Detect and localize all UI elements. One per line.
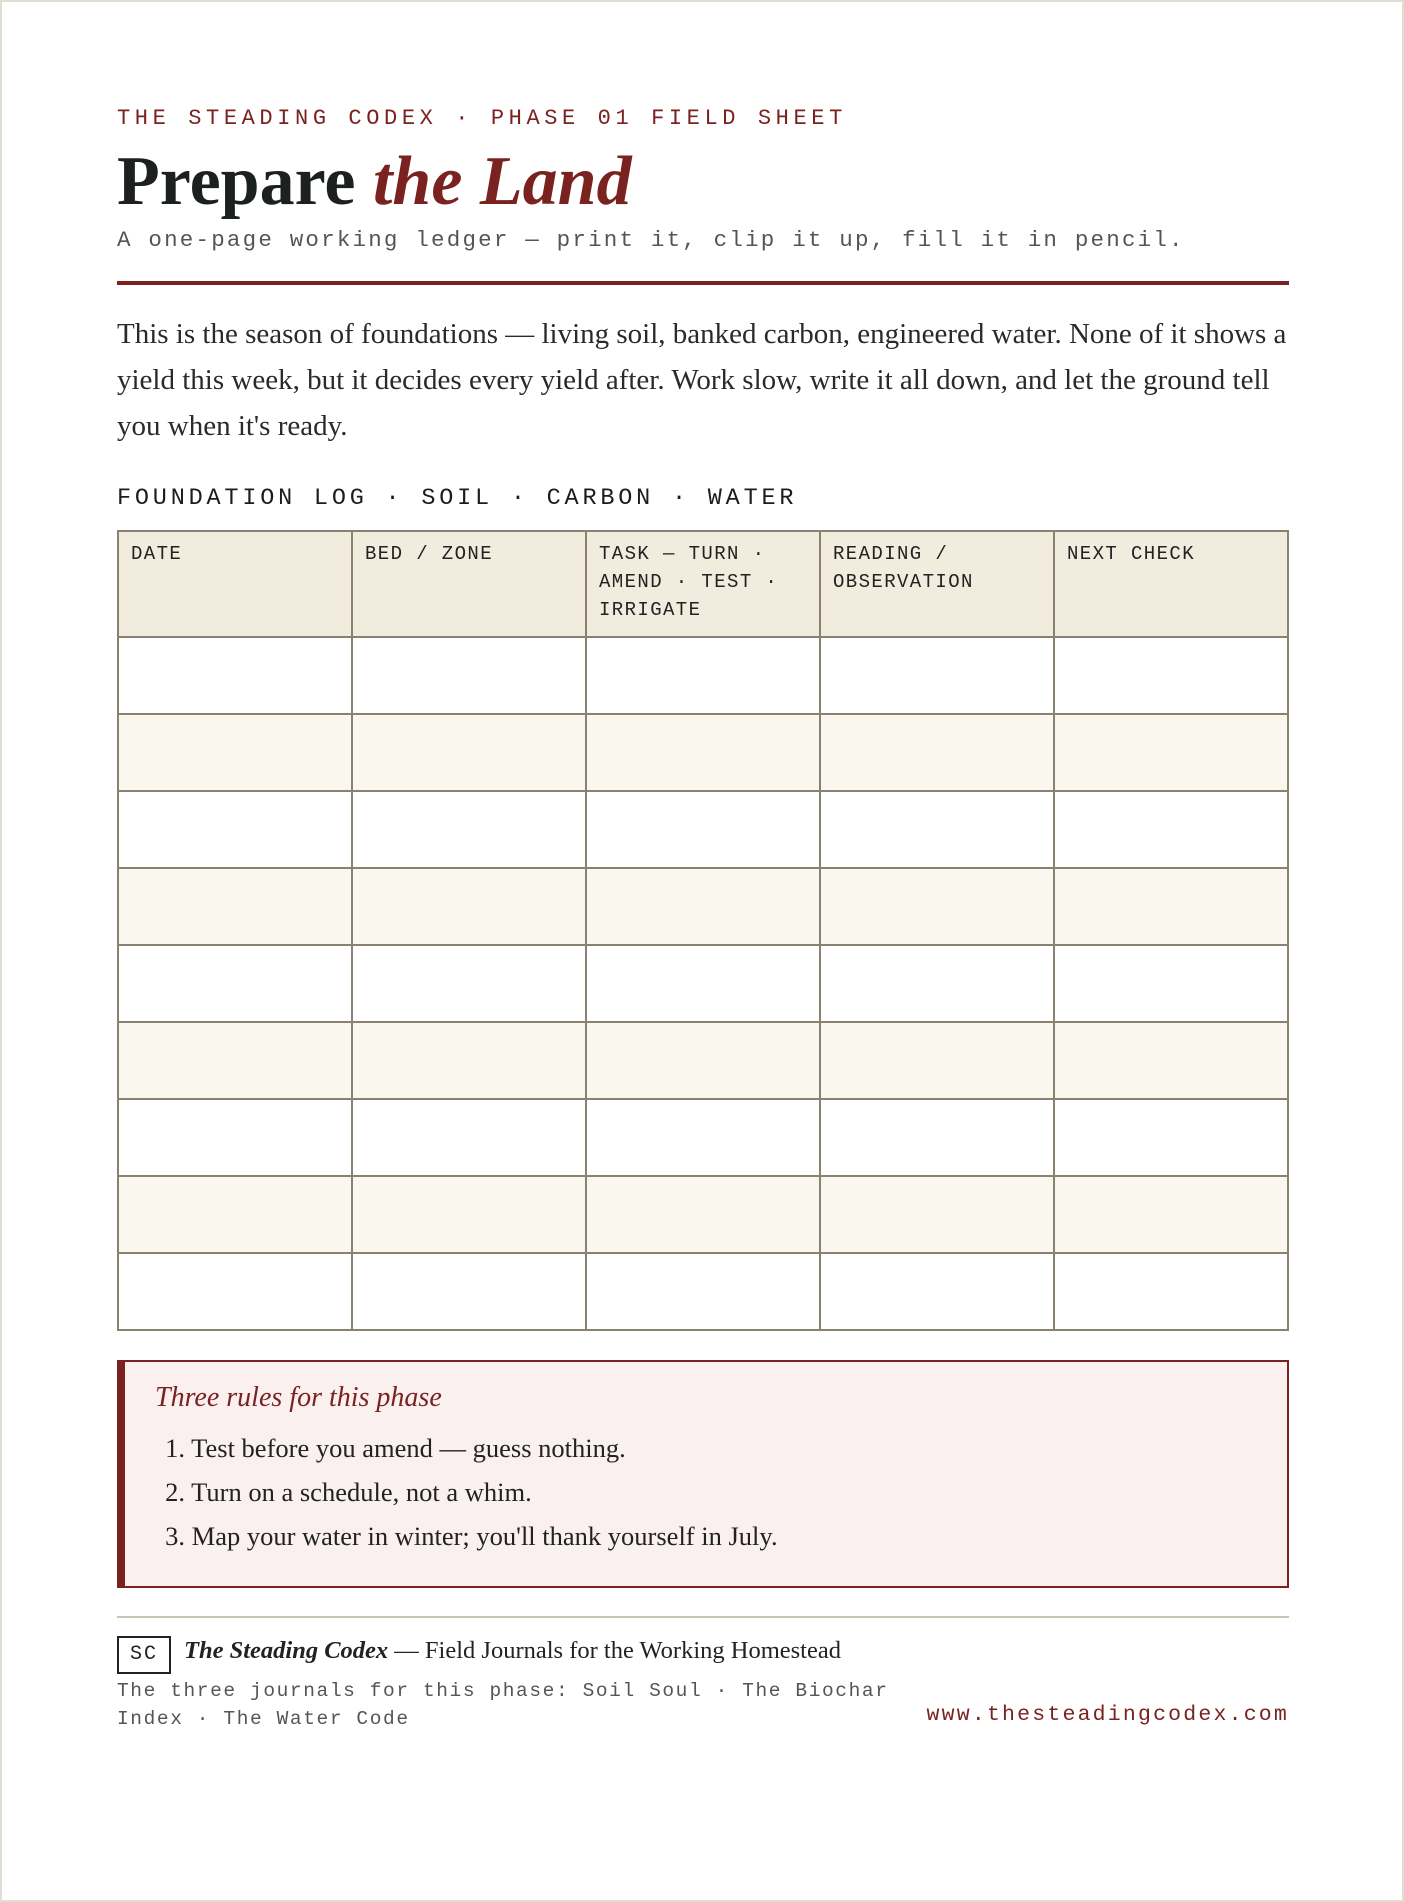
foundation-log-table xyxy=(117,530,1289,1331)
blank-entry-cell xyxy=(586,945,820,1022)
table-row xyxy=(118,637,1288,714)
intro-paragraph: This is the season of foundations — living soil, banked carbon, engineered water. None of it shows a yield this week, but it decides every yield after. Work slow, write it all down, and let the ground tell you when it's ready. xyxy=(117,318,1287,442)
brand-name: The Steading Codex xyxy=(184,1637,389,1664)
blank-entry-cell xyxy=(820,1176,1054,1253)
blank-entry-cell xyxy=(1054,714,1288,791)
column-header-next-check: NEXT CHECK xyxy=(1054,531,1288,637)
blank-entry-cell xyxy=(1054,945,1288,1022)
table-row xyxy=(118,1253,1288,1330)
header-divider xyxy=(117,281,1289,285)
table-row xyxy=(118,1176,1288,1253)
blank-entry-cell xyxy=(586,1022,820,1099)
blank-entry-cell xyxy=(118,868,352,945)
blank-entry-cell xyxy=(820,868,1054,945)
blank-entry-cell xyxy=(586,1253,820,1330)
blank-entry-cell xyxy=(586,1176,820,1253)
blank-entry-cell xyxy=(586,1099,820,1176)
blank-entry-cell xyxy=(118,791,352,868)
blank-entry-cell xyxy=(118,637,352,714)
kicker: THE STEADING CODEX · PHASE 01 FIELD SHEET xyxy=(117,106,847,131)
rule-item: 2. Turn on a schedule, not a whim. xyxy=(165,1477,532,1507)
blank-entry-cell xyxy=(820,637,1054,714)
blank-entry-cell xyxy=(118,1253,352,1330)
rules-title: Three rules for this phase xyxy=(155,1382,442,1413)
table-row xyxy=(118,868,1288,945)
monogram-logo: SC xyxy=(117,1636,171,1674)
blank-entry-cell xyxy=(118,1022,352,1099)
blank-entry-cell xyxy=(118,945,352,1022)
blank-entry-cell xyxy=(352,791,586,868)
journals-list: The three journals for this phase: Soil Soul · The Biochar Index · The Water Code xyxy=(117,1680,889,1730)
blank-entry-cell xyxy=(1054,637,1288,714)
blank-entry-cell xyxy=(586,714,820,791)
footer-divider xyxy=(117,1616,1289,1618)
footer-brand-line xyxy=(184,1634,841,1668)
blank-entry-cell xyxy=(352,868,586,945)
rule-text: Map your water in winter; you'll thank yourself in July. xyxy=(191,1521,778,1551)
blank-entry-cell xyxy=(1054,868,1288,945)
log-heading: FOUNDATION LOG · SOIL · CARBON · WATER xyxy=(117,485,798,512)
rules-list xyxy=(155,1433,778,1565)
rule-item: 3. Map your water in winter; you'll thank yourself in July. xyxy=(165,1521,778,1551)
title-italic: the Land xyxy=(372,143,632,220)
table-row xyxy=(118,714,1288,791)
blank-entry-cell xyxy=(352,637,586,714)
subtitle: A one-page working ledger — print it, clip it up, fill it in pencil. xyxy=(117,227,1185,253)
log-body xyxy=(118,637,1288,1330)
blank-entry-cell xyxy=(118,1176,352,1253)
rule-text: Turn on a schedule, not a whim. xyxy=(191,1477,532,1507)
brand-tagline: — Field Journals for the Working Homestead xyxy=(394,1637,841,1664)
blank-entry-cell xyxy=(352,1099,586,1176)
table-header-row xyxy=(118,531,1288,637)
blank-entry-cell xyxy=(118,714,352,791)
page-title xyxy=(117,142,632,222)
blank-entry-cell xyxy=(1054,1176,1288,1253)
blank-entry-cell xyxy=(352,1176,586,1253)
column-header-bed-zone: BED / ZONE xyxy=(352,531,586,637)
table-row xyxy=(118,791,1288,868)
blank-entry-cell xyxy=(352,714,586,791)
blank-entry-cell xyxy=(820,1253,1054,1330)
blank-entry-cell xyxy=(586,637,820,714)
blank-entry-cell xyxy=(352,945,586,1022)
blank-entry-cell xyxy=(586,791,820,868)
blank-entry-cell xyxy=(1054,1099,1288,1176)
blank-entry-cell xyxy=(820,1099,1054,1176)
blank-entry-cell xyxy=(820,714,1054,791)
rules-callout xyxy=(117,1360,1289,1588)
blank-entry-cell xyxy=(118,1099,352,1176)
website-link[interactable]: www.thesteadingcodex.com xyxy=(926,1703,1289,1727)
blank-entry-cell xyxy=(586,868,820,945)
column-header-date: DATE xyxy=(118,531,352,637)
blank-entry-cell xyxy=(352,1022,586,1099)
table-row xyxy=(118,1099,1288,1176)
blank-entry-cell xyxy=(820,1022,1054,1099)
blank-entry-cell xyxy=(820,791,1054,868)
title-plain: Prepare xyxy=(117,143,356,220)
blank-entry-cell xyxy=(1054,791,1288,868)
rule-item: 1. Test before you amend — guess nothing. xyxy=(165,1433,626,1463)
table-row xyxy=(118,945,1288,1022)
table-row xyxy=(118,1022,1288,1099)
blank-entry-cell xyxy=(352,1253,586,1330)
blank-entry-cell xyxy=(1054,1022,1288,1099)
rule-text: Test before you amend — guess nothing. xyxy=(191,1433,626,1463)
column-header-task: TASK — TURN · AMEND · TEST · IRRIGATE xyxy=(586,531,820,637)
blank-entry-cell xyxy=(1054,1253,1288,1330)
column-header-reading: READING / OBSERVATION xyxy=(820,531,1054,637)
blank-entry-cell xyxy=(820,945,1054,1022)
